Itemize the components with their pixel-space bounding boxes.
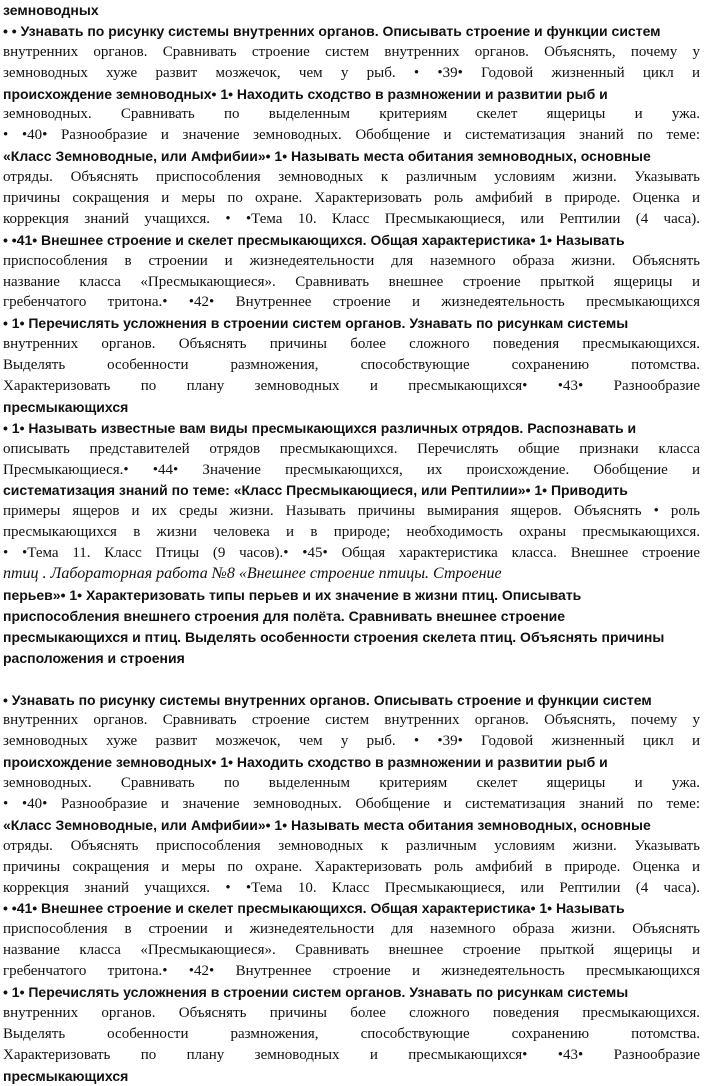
text-line: земноводных	[3, 2, 99, 18]
text-line: название класса «Пресмыкающиеся». Сравнивать внешнее строение прыткой ящерицы и	[3, 273, 700, 290]
text-line: примеры ящеров и их среды жизни. Называть причины вымирания ящеров. Объяснять • роль	[3, 503, 700, 520]
text-line: приспособления в строении и жизнедеятельности для наземного образа жизни. Объяснять	[3, 252, 700, 269]
text-line: • •40• Разнообразие и значение земноводных. Обобщение и систематизация знаний по теме:	[3, 127, 700, 144]
text-line: внутренних органов. Объяснять причины более сложного поведения пресмыкающихся.	[3, 336, 700, 353]
text-line: • 1• Называть известные вам виды пресмыкающихся различных отрядов. Распознавать и	[3, 419, 637, 436]
text-line: земноводных хуже развит мозжечок, чем у рыб. • •39• Годовой жизненный цикл и	[3, 733, 700, 750]
text-line: происхождение земноводных• 1• Находить сходство в размножении и развитии рыб и	[3, 85, 608, 102]
text-line: коррекция знаний учащихся. • •Тема 10. Класс Пресмыкающиеся, или Рептилии (4 часа).	[3, 210, 700, 227]
text-line: • 1• Перечислять усложнения в строении систем органов. Узнавать по рисункам системы	[3, 315, 629, 332]
text-line: • • Узнавать по рисунку системы внутренних органов. Описывать строение и функции систем	[3, 22, 661, 39]
text-line: внутренних органов. Сравнивать строение систем внутренних органов. Объяснять, почему у	[3, 43, 700, 60]
blank-line	[3, 669, 700, 690]
text-line: коррекция знаний учащихся. • •Тема 10. Класс Пресмыкающиеся, или Рептилии (4 часа).	[3, 879, 700, 896]
text-line: птиц . Лабораторная работа №8 «Внешнее строение птицы. Строение	[3, 565, 502, 583]
text-line: земноводных. Сравнивать по выделенным критериям скелет ящерицы и ужа.	[3, 775, 700, 792]
text-line: причины сокращения и меры по охране. Характеризовать роль амфибий в природе. Оценка и	[3, 858, 700, 875]
text-line: «Класс Земноводные, или Амфибии»• 1• Называть места обитания земноводных, основные	[3, 816, 651, 833]
text-line: описывать представителей отрядов пресмыкающихся. Перечислять общие признаки класса	[3, 440, 700, 457]
text-line: расположения и строения	[3, 649, 185, 666]
text-line: название класса «Пресмыкающиеся». Сравнивать внешнее строение прыткой ящерицы и	[3, 942, 700, 959]
text-line: Выделять особенности размножения, способствующие сохранению потомства.	[3, 357, 700, 374]
text-line: гребенчатого тритона.• •42• Внутреннее строение и жизнедеятельность пресмыкающихся	[3, 963, 700, 980]
text-line: • •Тема 11. Класс Птицы (9 часов).• •45• Общая характеристика класса. Внешнее строение	[3, 545, 700, 562]
text-line: приспособления внешнего строения для полёта. Сравнивать внешнее строение	[3, 607, 566, 624]
text-line: Характеризовать по плану земноводных и пресмыкающихся• •43• Разнообразие	[3, 378, 700, 395]
text-line: систематизация знаний по теме: «Класс Пресмыкающиеся, или Рептилии»• 1• Приводить	[3, 482, 628, 499]
text-line: внутренних органов. Сравнивать строение систем внутренних органов. Объяснять, почему у	[3, 712, 700, 729]
text-line: гребенчатого тритона.• •42• Внутреннее строение и жизнедеятельность пресмыкающихся	[3, 294, 700, 311]
text-line: пресмыкающихся	[3, 1067, 129, 1084]
text-line: перьев»• 1• Характеризовать типы перьев и их значение в жизни птиц. Описывать	[3, 586, 582, 603]
text-line: приспособления в строении и жизнедеятельности для наземного образа жизни. Объяснять	[3, 921, 700, 938]
text-line: • •41• Внешнее строение и скелет пресмыкающихся. Общая характеристика• 1• Называть	[3, 900, 625, 917]
text-line: внутренних органов. Объяснять причины более сложного поведения пресмыкающихся.	[3, 1004, 700, 1021]
text-line: • 1• Перечислять усложнения в строении систем органов. Узнавать по рисункам системы	[3, 983, 629, 1000]
text-line: пресмыкающихся и птиц. Выделять особенности строения скелета птиц. Объяснять причины	[3, 628, 665, 645]
text-line: причины сокращения и меры по охране. Характеризовать роль амфибий в природе. Оценка и	[3, 190, 700, 207]
text-line: отряды. Объяснять приспособления земноводных к различным условиям жизни. Указывать	[3, 837, 700, 854]
text-line: пресмыкающихся в жизни человека и в природе; необходимость охраны пресмыкающихся.	[3, 524, 700, 541]
text-line: «Класс Земноводные, или Амфибии»• 1• Называть места обитания земноводных, основные	[3, 148, 651, 165]
text-line: земноводных. Сравнивать по выделенным критериям скелет ящерицы и ужа.	[3, 106, 700, 123]
text-line: • Узнавать по рисунку системы внутренних органов. Описывать строение и функции систем	[3, 691, 652, 708]
text-line: пресмыкающихся	[3, 398, 129, 415]
text-line: отряды. Объяснять приспособления земноводных к различным условиям жизни. Указывать	[3, 169, 700, 186]
text-line: • •41• Внешнее строение и скелет пресмыкающихся. Общая характеристика• 1• Называть	[3, 231, 625, 248]
text-line: Характеризовать по плану земноводных и пресмыкающихся• •43• Разнообразие	[3, 1046, 700, 1063]
text-line: Выделять особенности размножения, способствующие сохранению потомства.	[3, 1025, 700, 1042]
text-line: • •40• Разнообразие и значение земноводных. Обобщение и систематизация знаний по теме:	[3, 795, 700, 812]
text-line: Пресмыкающиеся.• •44• Значение пресмыкающихся, их происхождение. Обобщение и	[3, 461, 700, 478]
text-line: происхождение земноводных• 1• Находить сходство в размножении и развитии рыб и	[3, 754, 608, 771]
text-line: земноводных хуже развит мозжечок, чем у рыб. • •39• Годовой жизненный цикл и	[3, 64, 700, 81]
